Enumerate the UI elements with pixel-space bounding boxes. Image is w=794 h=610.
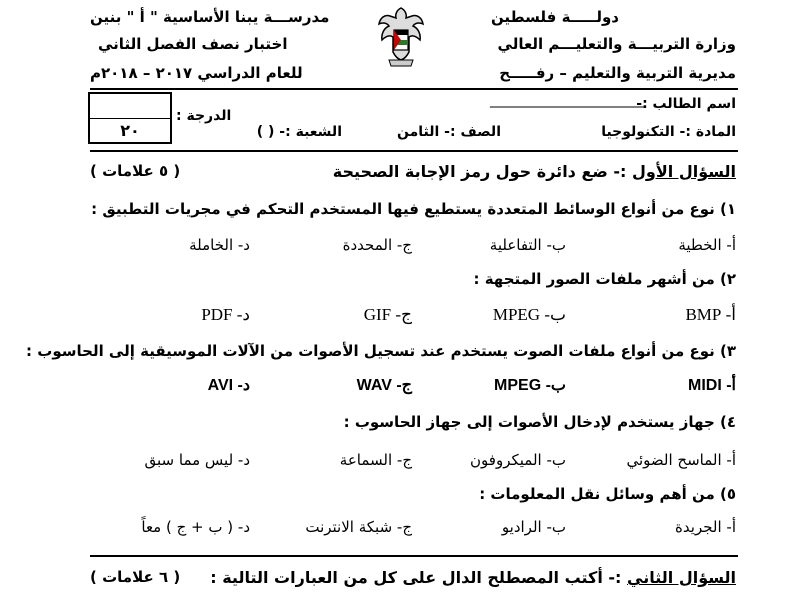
header-exam: اختبار نصف الفصل الثاني [98,35,288,53]
q1-item-4-option-b[interactable]: ب- الميكروفون [470,451,566,469]
q1-item-5-option-b[interactable]: ب- الراديو [501,518,566,536]
header-year: للعام الدراسي ٢٠١٧ – ٢٠١٨م [90,64,303,82]
student-name-line: ______________________ [490,92,644,108]
grade-level-label: الصف :- الثامن [397,124,501,140]
q1-item-2-option-d[interactable]: د- PDF [201,305,250,324]
student-name-label: اسم الطالب :- [636,96,736,112]
header-state: دولـــــة فلسطين [490,8,619,26]
header-divider [90,88,738,90]
subject-label: المادة :- التكنولوجيا [601,124,736,140]
section-label: الشعبة :- ( ) [256,124,342,140]
q1-item-1-option-b[interactable]: ب- التفاعلية [489,236,566,254]
score-label: الدرجة : [176,108,232,124]
q1-item-3-option-c[interactable]: ج- WAV [356,377,412,394]
q1-heading [333,162,736,181]
q1-item-3-option-a[interactable]: أ- MIDI [688,377,736,394]
q1-item-2-option-a[interactable]: أ- BMP [685,305,736,324]
q2-instruction: :- أكتب المصطلح الدال على كل من العبارات التالية : [210,568,622,587]
score-box [88,92,172,144]
info-divider [90,150,738,152]
q2-title: السؤال الثاني [627,568,736,587]
q1-item-3-option-b[interactable]: ب- MPEG [494,377,566,394]
q1-item-4-option-d[interactable]: د- ليس مما سبق [144,451,250,469]
q2-marks: ( ٦ علامات ) [90,568,181,586]
q1-item-5-option-c[interactable]: ج- شبكة الانترنت [305,518,412,536]
q2-heading [210,568,736,587]
q1-item-3-stem: ٣) نوع من أنواع ملفات الصوت يستخدم عند تسجيل الأصوات من الآلات الموسيقية إلى الحاسوب : [26,342,736,360]
score-value: ٢٠ [120,121,140,140]
q1-item-5-stem: ٥) من أهم وسائل نقل المعلومات : [479,485,736,503]
q1-item-1-option-d[interactable]: د- الخاملة [189,236,250,254]
q1-item-5-option-d[interactable]: د- ( ب + ج ) معاً [141,518,250,536]
q1-item-4-option-a[interactable]: أ- الماسح الضوئي [626,451,736,469]
q1-item-4-option-c[interactable]: ج- السماعة [339,451,412,469]
q1-instruction: :- ضع دائرة حول رمز الإجابة الصحيحة [332,162,627,181]
header-ministry: وزارة التربيـــة والتعليـــم العالي [497,35,736,53]
q1-marks: ( ٥ علامات ) [90,162,181,180]
q1-item-2-stem: ٢) من أشهر ملفات الصور المتجهة : [473,270,736,288]
q1-item-1-option-c[interactable]: ج- المحددة [342,236,412,254]
q1-item-5-option-a[interactable]: أ- الجريدة [675,518,736,536]
palestine-emblem-icon [375,4,427,70]
q1-title: السؤال الأول [632,162,736,181]
q1-item-1-option-a[interactable]: أ- الخطية [678,236,736,254]
q1-divider [90,555,738,557]
header-directorate: مديرية التربية والتعليم – رفـــــح [499,64,736,82]
q1-item-3-option-d[interactable]: د- AVI [207,377,250,394]
q1-item-2-option-b[interactable]: ب- MPEG [492,305,566,324]
q1-item-1-stem: ١) نوع من أنواع الوسائط المتعددة يستطيع فيها المستخدم التحكم في مجريات التطبيق : [91,200,736,218]
q1-item-4-stem: ٤) جهاز يستخدم لإدخال الأصوات إلى جهاز الحاسوب : [343,413,736,431]
header-school: مدرســـة يبنا الأساسية " أ " بنين [90,8,330,26]
q1-item-2-option-c[interactable]: ج- GIF [363,305,412,324]
